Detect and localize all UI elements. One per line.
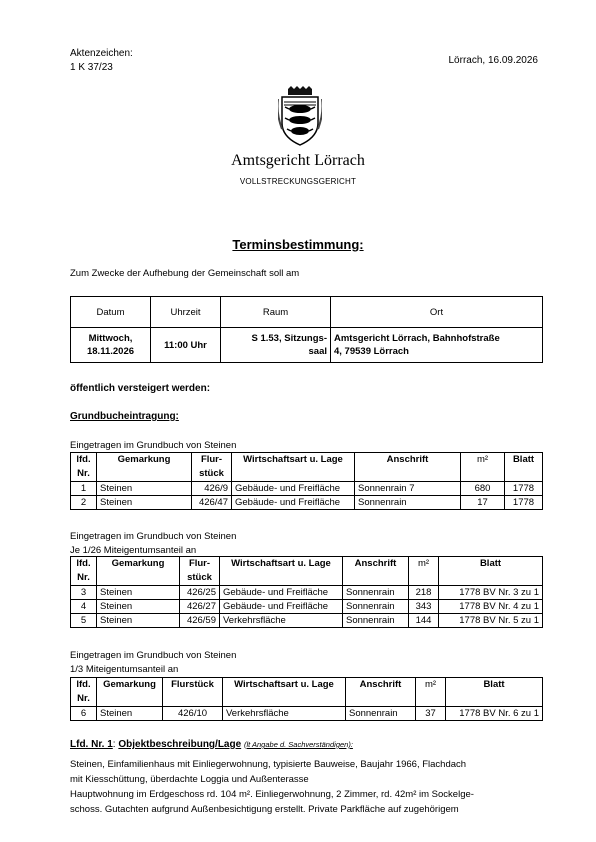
versteigert-text: öffentlich versteigert werden: bbox=[70, 383, 211, 394]
lfd-nr-label: Lfd. Nr. 1 bbox=[70, 739, 113, 750]
col-blatt: Blatt bbox=[446, 678, 543, 707]
termin-header-datum: Datum bbox=[71, 297, 151, 328]
col-flurstueck: Flur- stück bbox=[192, 453, 232, 482]
court-subtitle: VOLLSTRECKUNGSGERICHT bbox=[239, 177, 357, 186]
col-m2: m² bbox=[461, 453, 505, 482]
termin-header-uhrzeit: Uhrzeit bbox=[151, 297, 221, 328]
document-title: Terminsbestimmung: bbox=[232, 237, 364, 252]
col-blatt: Blatt bbox=[439, 557, 543, 586]
grundbuch-table-1 bbox=[70, 452, 543, 510]
termin-raum-line1: S 1.53, Sitzungs- bbox=[251, 333, 327, 344]
col-flurstueck: Flurstück bbox=[163, 678, 223, 707]
table3-caption bbox=[70, 649, 236, 677]
table-row: 2 Steinen 426/47 Gebäude- und Freifläche Sonnenrain 17 1778 bbox=[71, 496, 543, 510]
coat-of-arms-icon bbox=[278, 85, 322, 147]
col-anschrift: Anschrift bbox=[355, 453, 461, 482]
grundbuch-table-2 bbox=[70, 556, 543, 628]
col-flurstueck: Flur- stück bbox=[180, 557, 220, 586]
grundbuch-heading: Grundbucheintragung: bbox=[70, 411, 179, 422]
col-wirtschaftsart: Wirtschaftsart u. Lage bbox=[220, 557, 343, 586]
termin-raum-line2: saal bbox=[308, 346, 327, 357]
termin-header-raum: Raum bbox=[221, 297, 331, 328]
table3-caption-line1: Eingetragen im Grundbuch von Steinen bbox=[70, 650, 237, 661]
table3-caption-line2: 1/3 Miteigentumsanteil an bbox=[70, 664, 179, 675]
ort-datum: Lörrach, 16.09.2026 bbox=[448, 55, 538, 66]
aktenzeichen-value: 1 K 37/23 bbox=[70, 62, 113, 73]
desc-line: Hauptwohnung im Erdgeschoss rd. 104 m². Einliegerwohnung, 2 Zimmer, rd. 42m² im Sockelge- bbox=[70, 789, 474, 800]
aktenzeichen-label: Aktenzeichen: bbox=[70, 48, 133, 59]
objektbeschreibung-title: Objektbeschreibung/Lage bbox=[118, 739, 242, 750]
termin-ort bbox=[331, 328, 543, 363]
termin-raum bbox=[221, 328, 331, 363]
col-m2: m² bbox=[409, 557, 439, 586]
termin-table bbox=[70, 296, 543, 363]
table1-caption: Eingetragen im Grundbuch von Steinen bbox=[70, 440, 237, 451]
termin-ort-line2: 4, 79539 Lörrach bbox=[334, 346, 409, 357]
table-row: 3 Steinen 426/25 Gebäude- und Freifläche Sonnenrain 218 1778 BV Nr. 3 zu 1 bbox=[71, 586, 543, 600]
col-gemarkung: Gemarkung bbox=[97, 557, 180, 586]
desc-line: Steinen, Einfamilienhaus mit Einliegerwohnung, typisierte Bauweise, Baujahr 1966, Flachdach bbox=[70, 759, 467, 770]
col-anschrift: Anschrift bbox=[346, 678, 416, 707]
col-lfd: lfd. Nr. bbox=[71, 678, 97, 707]
termin-datum-line2: 18.11.2026 bbox=[86, 346, 135, 357]
termin-ort-line1: Amtsgericht Lörrach, Bahnhofstraße bbox=[334, 333, 500, 344]
col-wirtschaftsart: Wirtschaftsart u. Lage bbox=[232, 453, 355, 482]
grundbuch-table-3 bbox=[70, 677, 543, 721]
desc-line: mit Kiesschüttung, überdachte Loggia und Außenterasse bbox=[70, 774, 309, 785]
heading-colon: : bbox=[112, 739, 116, 750]
table-row: 1 Steinen 426/9 Gebäude- und Freifläche Sonnenrain 7 680 1778 bbox=[71, 482, 543, 496]
desc-line: schoss. Gutachten aufgrund Außenbesichtigung erstellt. Private Parkfläche auf zugehörigem bbox=[70, 804, 459, 815]
termin-datum-line1: Mittwoch, bbox=[88, 333, 133, 344]
termin-datum bbox=[71, 328, 151, 363]
col-lfd: lfd. Nr. bbox=[71, 453, 97, 482]
table2-caption-line1: Eingetragen im Grundbuch von Steinen bbox=[70, 531, 237, 542]
termin-header-ort: Ort bbox=[331, 297, 543, 328]
court-name: Amtsgericht Lörrach bbox=[231, 152, 365, 169]
table-row: 4 Steinen 426/27 Gebäude- und Freifläche Sonnenrain 343 1778 BV Nr. 4 zu 1 bbox=[71, 600, 543, 614]
col-gemarkung: Gemarkung bbox=[97, 453, 192, 482]
table-row: 6 Steinen 426/10 Verkehrsfläche Sonnenrain 37 1778 BV Nr. 6 zu 1 bbox=[71, 707, 543, 721]
col-anschrift: Anschrift bbox=[343, 557, 409, 586]
col-gemarkung: Gemarkung bbox=[97, 678, 163, 707]
col-m2: m² bbox=[416, 678, 446, 707]
table2-caption-line2: Je 1/26 Miteigentumsanteil an bbox=[70, 545, 197, 556]
col-blatt: Blatt bbox=[505, 453, 543, 482]
col-lfd: lfd. Nr. bbox=[71, 557, 97, 586]
objektbeschreibung-heading bbox=[70, 739, 353, 750]
table2-caption bbox=[70, 530, 236, 558]
objektbeschreibung-text bbox=[70, 757, 550, 817]
sachverstaendiger-note: (lt Angabe d. Sachverständigen): bbox=[243, 740, 353, 749]
intro-text: Zum Zwecke der Aufhebung der Gemeinschaft soll am bbox=[70, 268, 300, 279]
col-wirtschaftsart: Wirtschaftsart u. Lage bbox=[223, 678, 346, 707]
termin-uhrzeit: 11:00 Uhr bbox=[151, 328, 221, 363]
table-row: 5 Steinen 426/59 Verkehrsfläche Sonnenrain 144 1778 BV Nr. 5 zu 1 bbox=[71, 614, 543, 628]
aktenzeichen-block bbox=[70, 47, 133, 75]
